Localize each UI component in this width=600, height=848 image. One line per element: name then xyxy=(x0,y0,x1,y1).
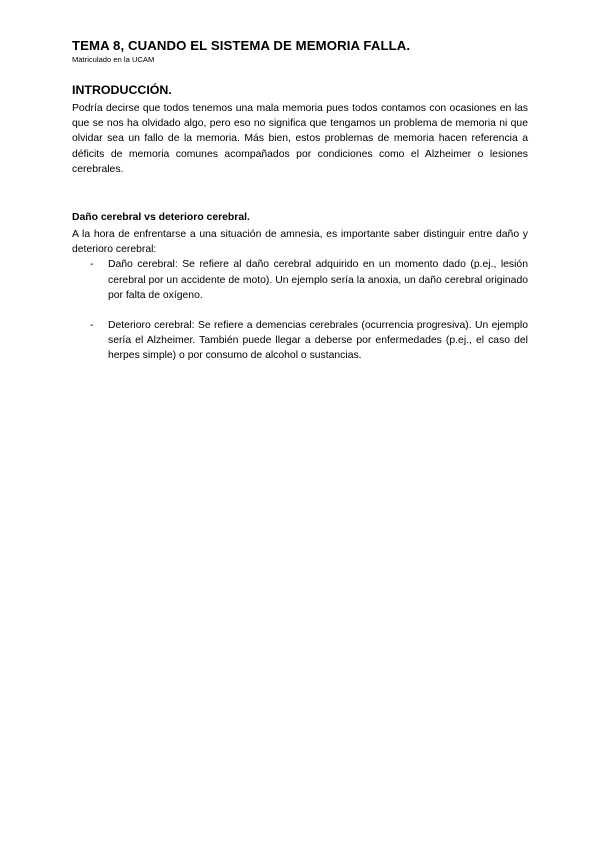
bullet-marker: - xyxy=(90,259,94,271)
document-page xyxy=(72,38,528,364)
introduccion-heading: INTRODUCCIÓN. xyxy=(72,83,172,97)
document-subtitle: Matriculado en la UCAM xyxy=(72,55,155,64)
dano-cerebral-heading: Daño cerebral vs deterioro cerebral. xyxy=(72,212,250,224)
bullet-item-deterioro-cerebral xyxy=(72,318,528,364)
introduccion-paragraph: Podría decirse que todos tenemos una mala memoria pues todos contamos con ocasiones en las que se nos ha olvidado algo, pero eso no significa que tengamos un problema de memoria ni que olvidar sea un fallo de la memoria. Más bien, estos problemas de memoria hacen referencia a déficits de memoria comunes acompañados por condiciones como el Alzheimer o lesiones cerebrales. xyxy=(72,103,528,175)
document-title: TEMA 8, CUANDO EL SISTEMA DE MEMORIA FALLA. xyxy=(72,38,411,53)
bullet-item-dano-cerebral xyxy=(72,257,528,303)
bullet-text: Deterioro cerebral: Se refiere a demencias cerebrales (ocurrencia progresiva). Un ejemplo sería el Alzheimer. También puede llegar a deberse por enfermedades (p.ej., el caso del herpes simple) o por consumo de alcohol o sustancias. xyxy=(108,320,528,362)
bullet-list xyxy=(72,257,528,363)
bullet-text: Daño cerebral: Se refiere al daño cerebral adquirido en un momento dado (p.ej., lesión cerebral por un accidente de moto). Un ejemplo sería la anoxia, un daño cerebral originado por falta de oxígeno. xyxy=(108,259,528,301)
dano-cerebral-paragraph: A la hora de enfrentarse a una situación de amnesia, es importante saber distinguir entre daño y deterioro cerebral: xyxy=(72,229,528,256)
bullet-marker: - xyxy=(90,320,94,332)
